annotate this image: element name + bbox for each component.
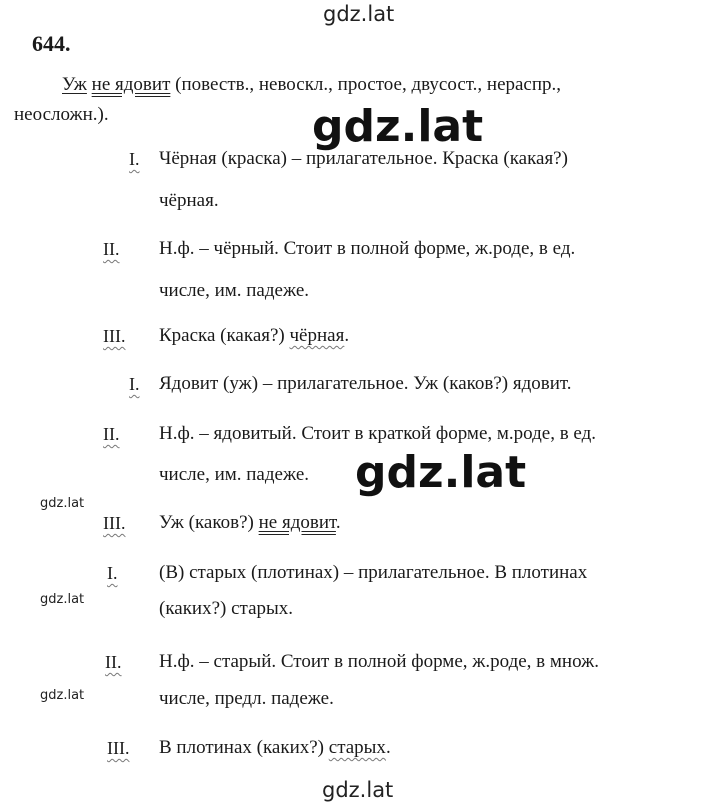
roman-numeral: II. <box>105 652 122 672</box>
watermark-small: gdz.lat <box>40 592 85 607</box>
roman-numeral: II. <box>103 239 120 259</box>
roman-numeral: III. <box>103 326 126 346</box>
analysis-line: Н.ф. – старый. Стоит в полной форме, ж.роде, в множ. <box>159 651 599 672</box>
analysis-line: числе, им. падеже. <box>159 280 310 301</box>
analysis-line: (В) старых (плотинах) – прилагательное. В плотинах <box>159 562 588 583</box>
watermark-small: gdz.lat <box>40 688 85 703</box>
roman-numeral: II. <box>103 424 120 444</box>
roman-numeral: III. <box>103 513 126 533</box>
marked-word: чёрная <box>289 325 345 346</box>
watermark-bottom: gdz.lat <box>322 778 394 802</box>
marked-word: старых <box>328 737 386 758</box>
roman-numeral: I. <box>107 563 118 583</box>
sentence-line-2: неосложн.). <box>14 104 109 125</box>
analysis-line: В плотинах (каких?) старых. <box>159 737 391 758</box>
analysis-line: Н.ф. – чёрный. Стоит в полной форме, ж.роде, в ед. <box>159 238 576 259</box>
roman-numeral: III. <box>107 738 130 758</box>
sentence-line-1 <box>62 74 561 96</box>
marked-word: не ядовит <box>258 512 336 533</box>
sentence-subject: Уж <box>62 74 87 95</box>
watermark-top: gdz.lat <box>323 2 395 26</box>
roman-numeral: I. <box>129 374 140 394</box>
analysis-line: чёрная. <box>159 190 219 211</box>
analysis-line: числе, им. падеже. <box>159 464 310 485</box>
analysis-line: числе, предл. падеже. <box>159 688 334 709</box>
sentence-characteristics: (повеств., невоскл., простое, двусост., нераспр., <box>170 74 562 95</box>
watermark-large: gdz.lat <box>312 101 484 152</box>
watermark-large: gdz.lat <box>355 447 527 498</box>
analysis-line: Уж (каков?) не ядовит. <box>159 512 341 533</box>
analysis-line: Н.ф. – ядовитый. Стоит в краткой форме, м.роде, в ед. <box>159 423 597 444</box>
sentence-predicate: не ядовит <box>91 74 171 95</box>
analysis-line: Ядовит (уж) – прилагательное. Уж (каков?) ядовит. <box>159 373 572 394</box>
exercise-number: 644. <box>32 31 71 56</box>
watermark-small: gdz.lat <box>40 496 85 511</box>
analysis-line: Краска (какая?) чёрная. <box>159 325 350 346</box>
roman-numeral: I. <box>129 149 140 169</box>
analysis-line: Чёрная (краска) – прилагательное. Краска (какая?) <box>159 148 568 169</box>
analysis-line: (каких?) старых. <box>159 598 294 619</box>
